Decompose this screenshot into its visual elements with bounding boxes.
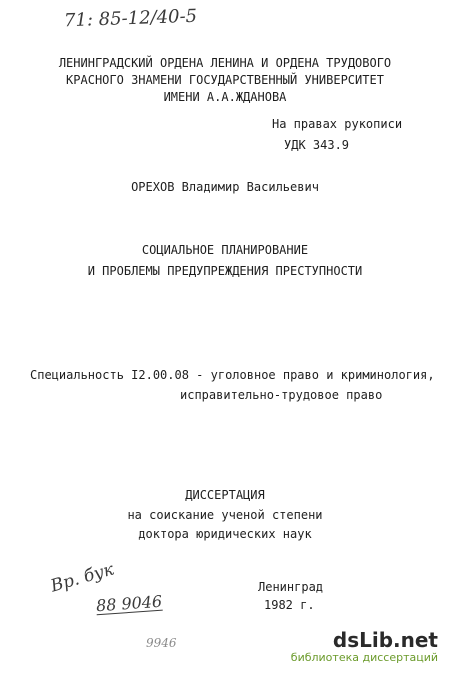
author-name: ОРЕХОВ Владимир Васильевич — [131, 180, 319, 194]
handwritten-number: 88 9046 — [95, 591, 163, 616]
university-line-1: ЛЕНИНГРАДСКИЙ ОРДЕНА ЛЕНИНА И ОРДЕНА ТРУДОВОГО — [58, 56, 392, 70]
watermark-logo — [291, 629, 438, 664]
place-year: 1982 г. — [264, 598, 315, 612]
university-line-2: КРАСНОГО ЗНАМЕНИ ГОСУДАРСТВЕННЫЙ УНИВЕРСИТЕТ — [66, 73, 384, 87]
handwritten-mark: 9946 — [146, 636, 177, 650]
title-line-2: И ПРОБЛЕМЫ ПРЕДУПРЕЖДЕНИЯ ПРЕСТУПНОСТИ — [87, 264, 363, 278]
title-line-1: СОЦИАЛЬНОЕ ПЛАНИРОВАНИЕ — [141, 243, 309, 257]
degree-line-2: доктора юридических наук — [138, 527, 312, 541]
manuscript-rights: На правах рукописи — [272, 117, 403, 131]
specialty-line-2: исправительно-трудовое право — [180, 388, 383, 402]
specialty-line-1: Специальность I2.00.08 - уголовное право и криминология, — [30, 368, 435, 382]
watermark-tagline: библиотека диссертаций — [290, 651, 438, 664]
udc-code: УДК 343.9 — [284, 138, 350, 152]
place-city: Ленинград — [258, 580, 324, 594]
handwritten-signature: Вр. бук — [48, 559, 117, 597]
watermark-brand: dsLib.net — [332, 628, 438, 652]
work-type: ДИССЕРТАЦИЯ — [185, 488, 265, 502]
university-line-3: ИМЕНИ А.А.ЖДАНОВА — [163, 90, 287, 104]
handwritten-code: 71: 85-12/40-5 — [63, 5, 198, 32]
degree-line-1: на соискание ученой степени — [127, 508, 323, 522]
